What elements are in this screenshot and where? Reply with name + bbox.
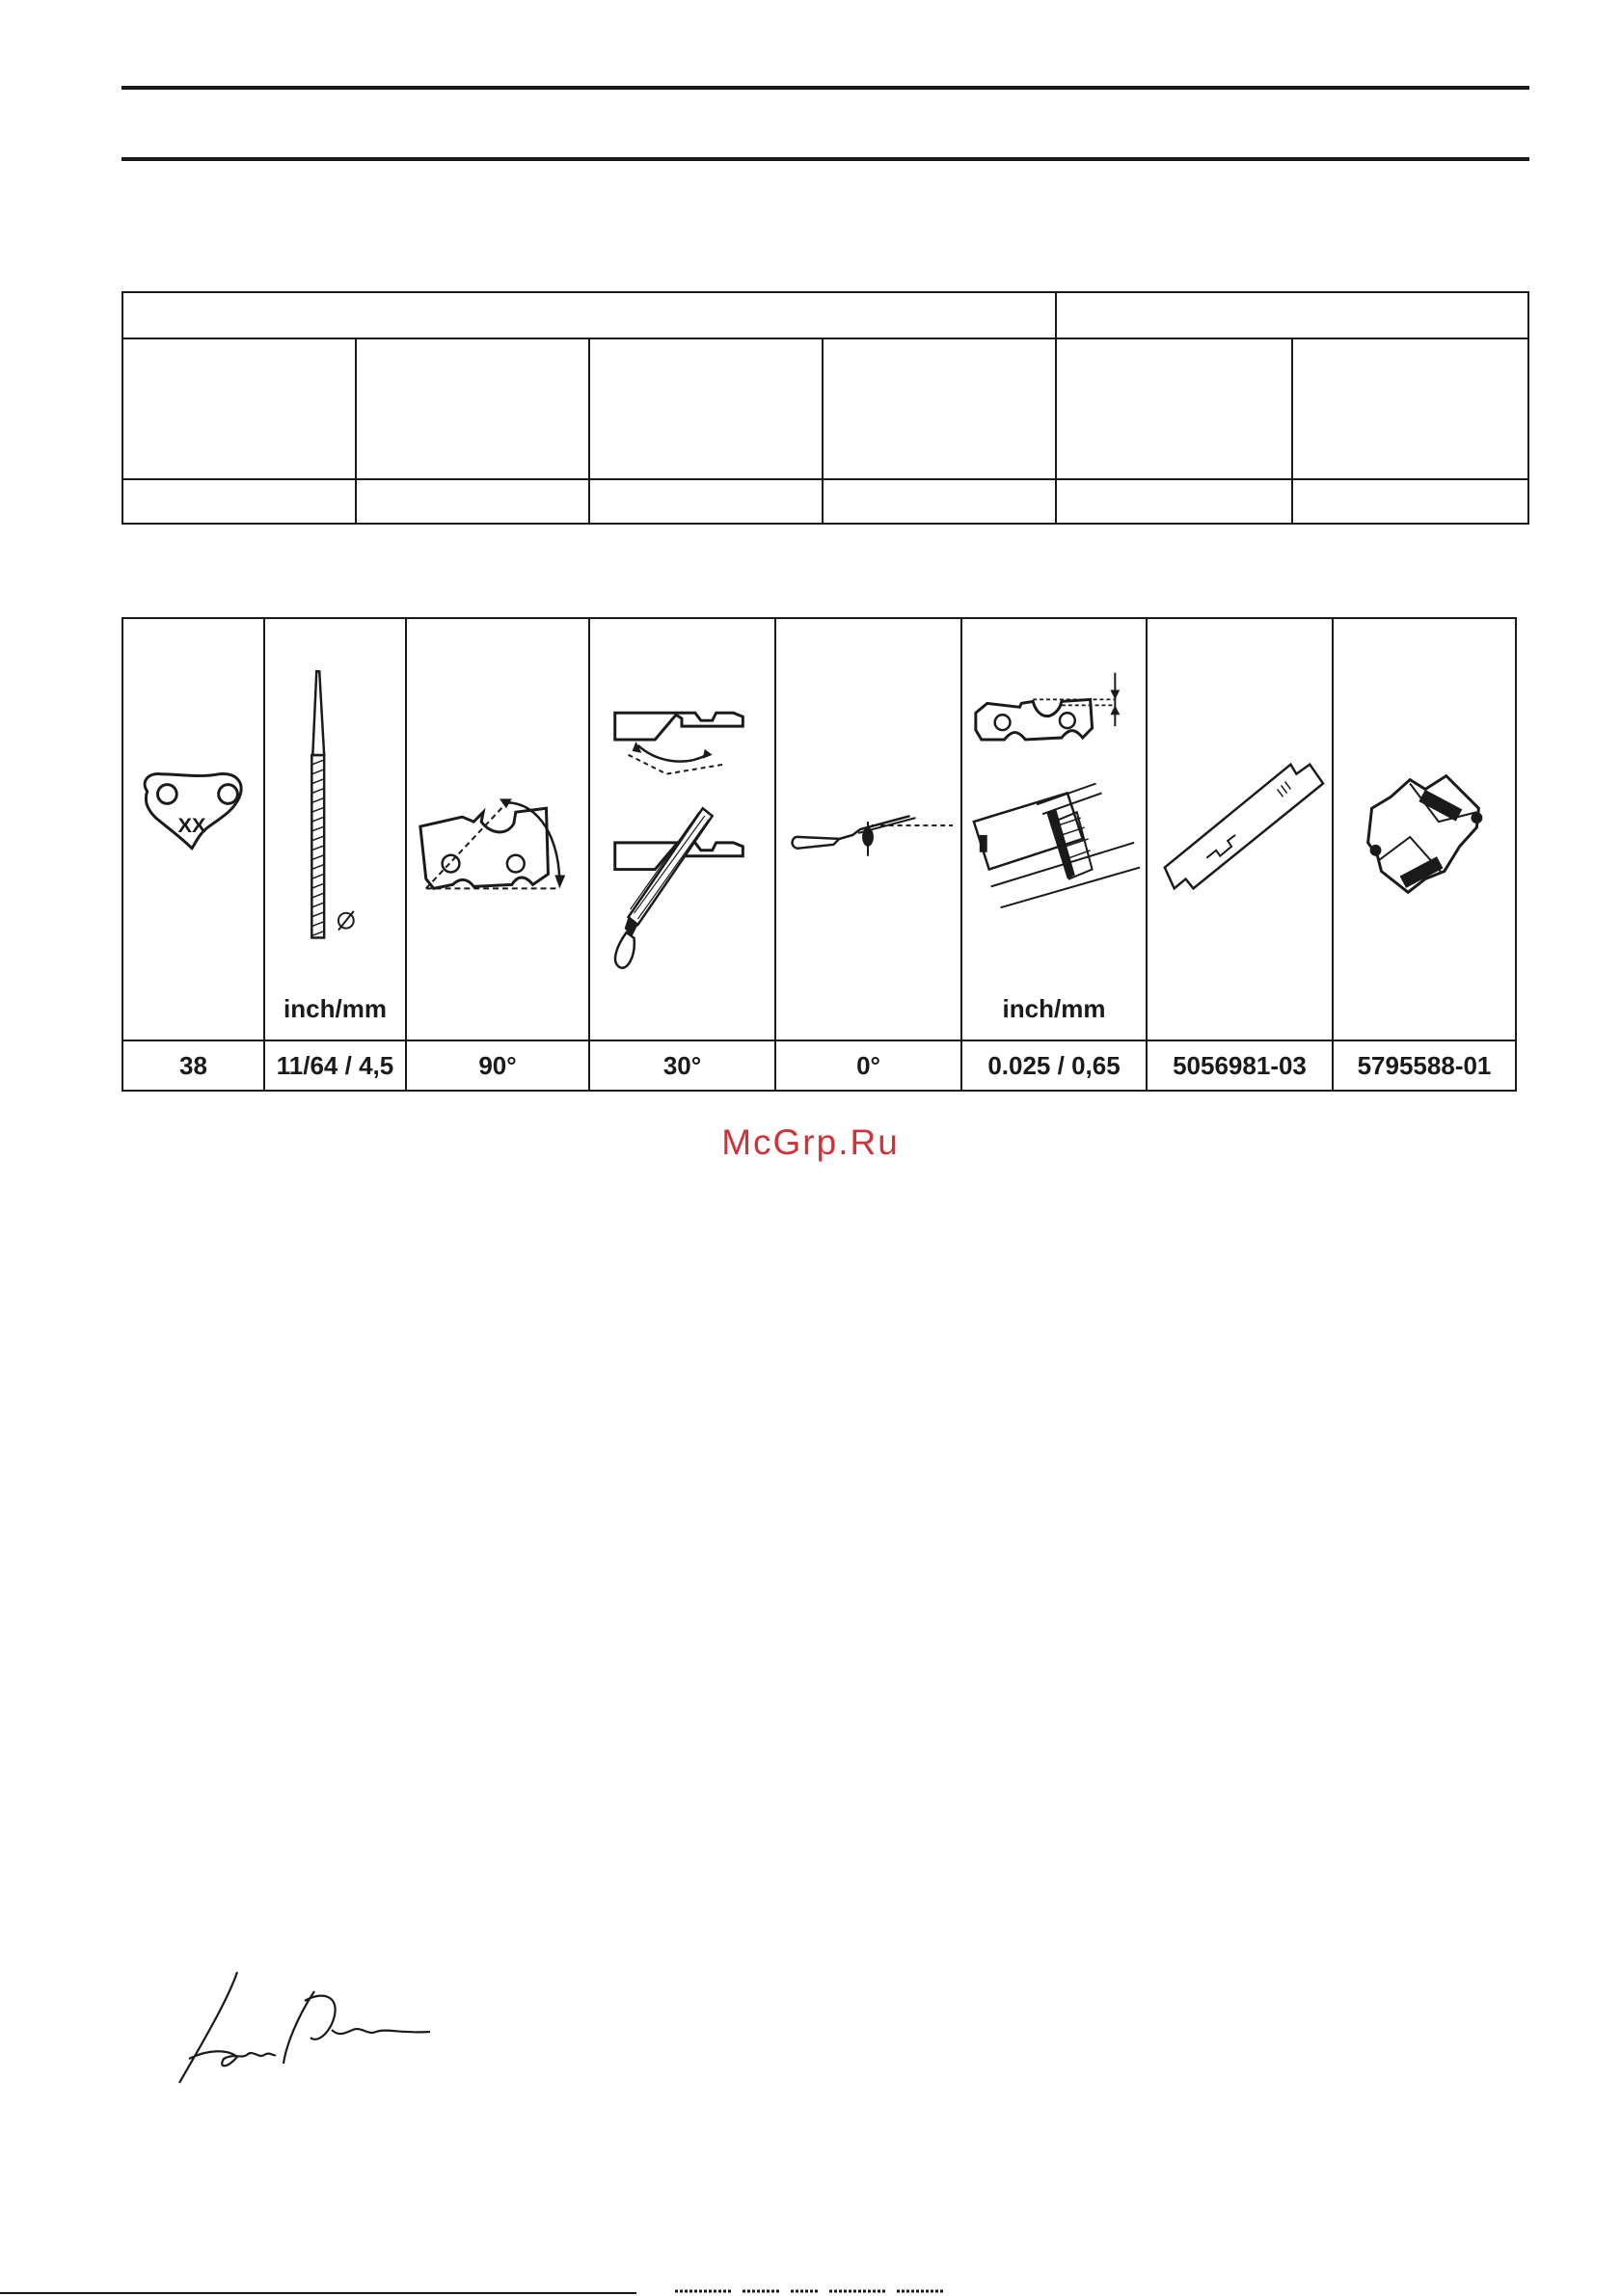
file-angle-cell xyxy=(589,618,775,1040)
round-file-unit: inch/mm xyxy=(284,994,387,1023)
watermark: McGrp.Ru xyxy=(721,1122,900,1162)
round-file-icon xyxy=(265,619,405,1040)
depth-gauge-cell xyxy=(961,618,1147,1040)
top-plate-filing-angle-icon xyxy=(407,619,588,1040)
depth-gauge-tool-part-number: 5056981-03 xyxy=(1147,1040,1333,1091)
spec-value-cell xyxy=(1292,479,1528,524)
top-rule xyxy=(122,86,1529,90)
depth-gauge-value: 0.025 / 0,65 xyxy=(961,1040,1147,1091)
spec-value-cell xyxy=(356,479,589,524)
spec-header-cell xyxy=(356,338,589,479)
drive-link-value: 38 xyxy=(122,1040,264,1091)
spec-header-cell xyxy=(589,338,823,479)
drive-link-stamp: XX xyxy=(177,812,206,837)
header-rule xyxy=(122,157,1529,161)
depth-gauge-tool-icon xyxy=(1148,619,1332,1040)
signature xyxy=(170,1962,449,2097)
specification-table xyxy=(122,291,1529,525)
depth-gauge-setting-icon xyxy=(962,619,1146,1040)
spec-header-cell xyxy=(1292,338,1528,479)
drive-link-xx-icon xyxy=(123,619,263,1040)
file-angle-value: 30° xyxy=(589,1040,775,1091)
spec-value-cell xyxy=(823,479,1056,524)
spec-header-cell xyxy=(823,338,1056,479)
drive-link-cell xyxy=(122,618,264,1040)
file-level-value: 0° xyxy=(775,1040,961,1091)
spec-value-cell xyxy=(589,479,823,524)
file-guide-cell xyxy=(1333,618,1516,1040)
spec-header-cell xyxy=(122,338,356,479)
file-guide-icon xyxy=(1334,619,1515,1040)
sharpening-tools-table xyxy=(122,617,1517,1092)
round-file-cell xyxy=(264,618,406,1040)
top-plate-angle-value: 90° xyxy=(406,1040,589,1091)
spec-group-header-2 xyxy=(1056,292,1528,338)
file-diameter-value: 11/64 / 4,5 xyxy=(264,1040,406,1091)
spec-value-cell xyxy=(122,479,356,524)
spec-group-header-1 xyxy=(122,292,1056,338)
depth-gauge-tool-cell xyxy=(1147,618,1333,1040)
spec-value-cell xyxy=(1056,479,1292,524)
file-level-cell xyxy=(775,618,961,1040)
spec-header-cell xyxy=(1056,338,1292,479)
file-guide-part-number: 5795588-01 xyxy=(1333,1040,1516,1091)
file-holder-angle-icon xyxy=(590,619,774,1040)
footer-scan-marks xyxy=(0,2282,1621,2296)
depth-gauge-unit: inch/mm xyxy=(1002,994,1106,1023)
file-level-icon xyxy=(776,619,960,1040)
top-plate-angle-cell xyxy=(406,618,589,1040)
